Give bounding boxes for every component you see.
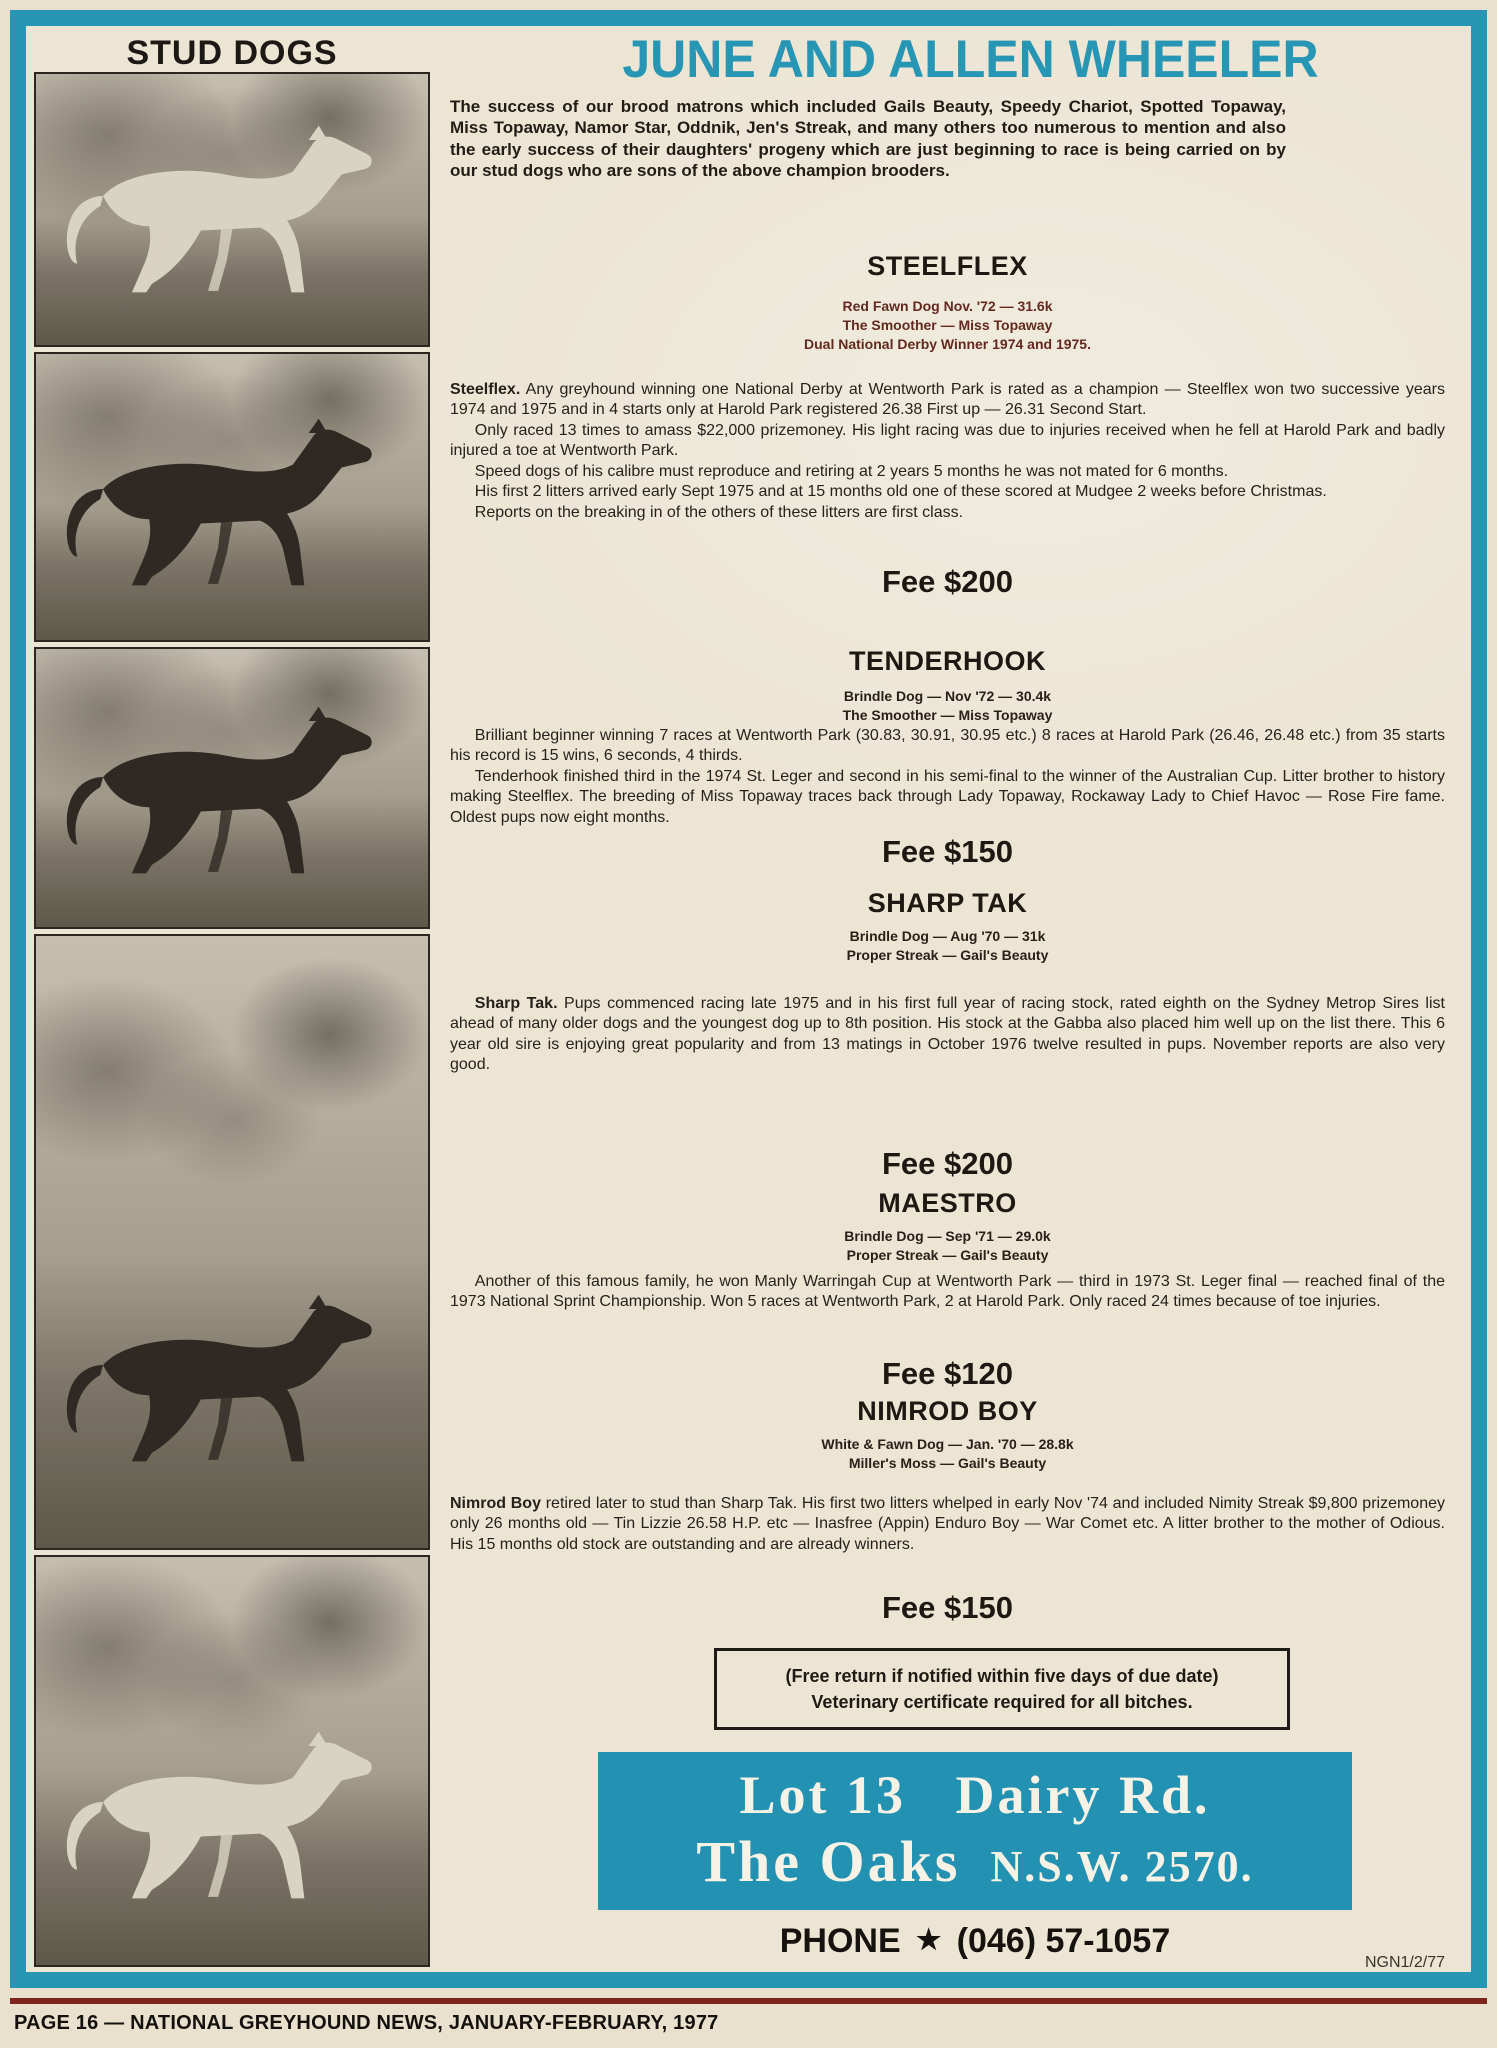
greyhound-photo-1 <box>34 72 430 347</box>
pedigree-nimrod-boy <box>450 1435 1445 1473</box>
pedigree-line: The Smoother — Miss Topaway <box>842 316 1053 333</box>
pedigree-line: Brindle Dog — Nov '72 — 30.4k <box>843 688 1052 704</box>
phone-row <box>598 1922 1352 1961</box>
dog-paragraph: His first 2 litters arrived early Sept 1975 and at 15 months old one of these scored at Mudgee 2 weeks before Christmas. <box>474 483 1327 501</box>
fee-maestro: Fee $120 <box>882 1356 1013 1391</box>
dog-paragraph: Only raced 13 times to amass $22,000 prizemoney. His light racing was due to injuries received when he fell at Harold Park and badly injured a toe at Wentworth Park. <box>450 421 1445 460</box>
footer-page-caption: PAGE 16 — NATIONAL GREYHOUND NEWS, JANUARY-FEBRUARY, 1977 <box>14 2012 719 2034</box>
dog-paragraph: Brilliant beginner winning 7 races at Wentworth Park (30.83, 30.91, 30.95 etc.) 8 races at Harold Park (26.46, 26.48 etc.) from 35 starts his record is 15 wins, 6 seconds, 4 thirds. <box>450 727 1445 765</box>
paragraph-text: retired later to stud than Sharp Tak. His first two litters whelped in early Nov '74 and included Nimity Streak $9,800 prizemoney only 26 months old — Tin Lizzie 26.58 H.P. etc — Inasfree (Appin) Enduro Boy — War Comet etc. A litter brother to the mother of Odious. His 15 months old stock are outstanding and are already winners. <box>450 1495 1446 1553</box>
dog-description-sharp-tak <box>450 994 1445 1076</box>
dog-paragraph: Reports on the breaking in of the others of these litters are first class. <box>474 503 964 521</box>
pedigree-sharp-tak <box>450 927 1445 965</box>
pedigree-steelflex <box>450 297 1445 354</box>
dog-name-steelflex: STEELFLEX <box>867 251 1028 281</box>
footer-rule <box>10 1998 1487 2004</box>
address-banner <box>598 1752 1352 1910</box>
address-line-2 <box>598 1828 1352 1895</box>
fee-tenderhook: Fee $150 <box>882 834 1013 869</box>
dog-name-maestro: MAESTRO <box>878 1188 1017 1218</box>
paragraph-text: Any greyhound winning one National Derby at Wentworth Park is rated as a champion — Steelflex won two successive years 1974 and 1975 and in 4 starts only at Harold Park registered 26.38 First up — 26.31 Second Start. <box>450 381 1445 419</box>
intro-paragraph: The success of our brood matrons which included Gails Beauty, Speedy Chariot, Spotted Topaway, Miss Topaway, Namor Star, Oddnik, Jen's Streak, and many others too numerous to mention and also the early success of their daughters' progeny which are just beginning to race is being carried on by our stud dogs who are sons of the above champion brooders. <box>450 97 1286 180</box>
dog-description-tenderhook <box>450 726 1445 828</box>
dog-name-tenderhook: TENDERHOOK <box>848 646 1046 676</box>
pedigree-line: Brindle Dog — Aug '70 — 31k <box>849 928 1046 944</box>
dog-name-sharp-tak: SHARP TAK <box>867 888 1028 918</box>
fee-sharp-tak: Fee $200 <box>882 1146 1013 1181</box>
phone-label: PHONE <box>779 1922 901 1960</box>
pedigree-line: White & Fawn Dog — Jan. '70 — 28.8k <box>821 1436 1074 1452</box>
greyhound-photo-2 <box>34 352 430 642</box>
address-line-1: Lot 13 Dairy Rd. <box>739 1765 1211 1825</box>
greyhound-silhouette-icon <box>60 698 405 899</box>
dog-paragraph: Tenderhook finished third in the 1974 St. Leger and second in his semi-final to the winner of the Australian Cup. Litter brother to history making Steelflex. The breeding of Miss Topaway traces back through Lady Topaway, Rockaway Lady to Chief Havoc — Rose Fire fame. Oldest pups now eight months. <box>450 767 1445 826</box>
page-content-area <box>26 26 1471 1972</box>
issue-code: NGN1/2/77 <box>1364 1954 1445 1971</box>
greyhound-silhouette-icon <box>60 1723 405 1924</box>
greyhound-photo-4 <box>34 934 430 1550</box>
fee-nimrod-boy: Fee $150 <box>882 1590 1013 1625</box>
teal-page-frame <box>10 10 1487 1988</box>
pedigree-maestro <box>450 1227 1445 1265</box>
pedigree-tenderhook <box>450 687 1445 725</box>
paragraph-text: Pups commenced racing late 1975 and in his first full year of racing stock, rated eighth on the Sydney Metrop Sires list ahead of many older dogs and the youngest dog up to 8th position. His stock at the Gabba also placed him well up on the list there. This 6 year old sire is enjoying great popularity and from 13 matings in October 1976 twelve resulted in pups. November reports are also very good. <box>450 995 1445 1074</box>
pedigree-line: Brindle Dog — Sep '71 — 29.0k <box>844 1228 1051 1244</box>
notice-line-2: Veterinary certificate required for all bitches. <box>811 1692 1193 1713</box>
fee-steelflex: Fee $200 <box>882 564 1013 599</box>
stud-dogs-heading: STUD DOGS <box>126 34 338 72</box>
greyhound-silhouette-icon <box>60 117 405 318</box>
dog-paragraph <box>450 994 1445 1076</box>
address-town: The Oaks <box>696 1829 961 1894</box>
paragraph-lead: Steelflex. <box>450 381 521 398</box>
pedigree-line: Proper Streak — Gail's Beauty <box>846 946 1049 963</box>
paragraph-lead: Nimrod Boy <box>450 1495 541 1512</box>
greyhound-photo-5 <box>34 1555 430 1967</box>
advertiser-name-heading: JUNE AND ALLEN WHEELER <box>622 29 1319 89</box>
notice-line-1: (Free return if notified within five days of due date) <box>785 1666 1219 1686</box>
dog-paragraph: Another of this famous family, he won Manly Warringah Cup at Wentworth Park — third in 1973 St. Leger final — reached final of the 1973 National Sprint Championship. Won 5 races at Wentworth Park, 2 at Harold Park. Only raced 24 times because of toe injuries. <box>450 1273 1445 1311</box>
dog-paragraph <box>450 1494 1445 1555</box>
greyhound-silhouette-icon <box>60 410 405 611</box>
phone-number: (046) 57-1057 <box>956 1922 1171 1960</box>
pedigree-line: Dual National Derby Winner 1974 and 1975. <box>804 335 1091 352</box>
pedigree-line: Red Fawn Dog Nov. '72 — 31.6k <box>842 298 1053 314</box>
paragraph-lead: Sharp Tak. <box>474 995 558 1012</box>
dog-description-steelflex <box>450 380 1445 523</box>
pedigree-line: Proper Streak — Gail's Beauty <box>846 1246 1049 1263</box>
dog-description-nimrod-boy <box>450 1494 1445 1555</box>
greyhound-photo-3 <box>34 647 430 929</box>
pedigree-line: Miller's Moss — Gail's Beauty <box>848 1454 1047 1471</box>
dog-paragraph <box>450 380 1445 421</box>
dog-paragraph: Speed dogs of his calibre must reproduce and retiring at 2 years 5 months he was not mated for 6 months. <box>474 462 1229 480</box>
free-return-notice-box <box>714 1648 1290 1730</box>
pedigree-line: The Smoother — Miss Topaway <box>842 706 1053 723</box>
greyhound-silhouette-icon <box>60 1286 405 1487</box>
address-state-postcode: N.S.W. 2570. <box>990 1842 1254 1891</box>
star-icon: ★ <box>916 1924 942 1955</box>
dog-description-maestro <box>450 1272 1445 1313</box>
dog-name-nimrod-boy: NIMROD BOY <box>857 1396 1038 1426</box>
